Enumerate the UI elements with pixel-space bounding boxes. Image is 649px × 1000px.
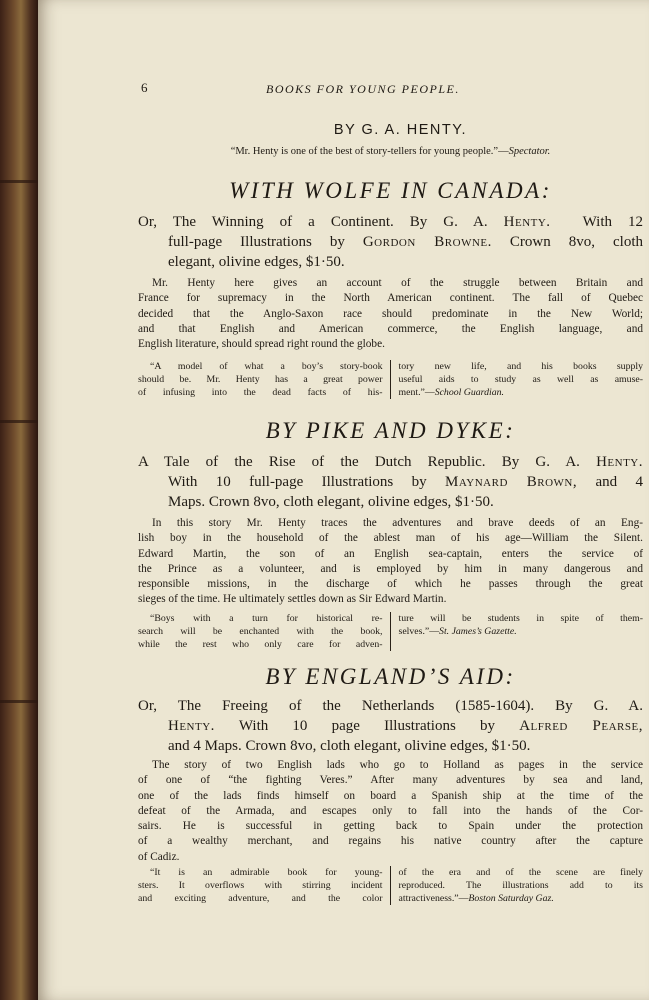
subtitle-text: Crown 8vo, cloth — [491, 234, 643, 250]
subtitle-text: Or, The Freeing of the Netherlands (1585-1604). By G. A. — [138, 698, 643, 714]
page-paper — [38, 0, 649, 1000]
review-right-column — [391, 612, 644, 651]
review-line: ture will be students in spite of them- — [398, 613, 643, 624]
review-line: sters. It overflows with stirring incident — [138, 880, 383, 891]
review-line: ment.”— — [398, 387, 435, 398]
subtitle-text: and 4 Maps. Crown 8vo, cloth elegant, olivine edges, $1·50. — [168, 738, 531, 754]
subtitle-text: With 10 page Illustrations by — [214, 718, 520, 734]
author-quote-source: Spectator. — [508, 146, 551, 157]
book-review-pike — [138, 612, 643, 651]
description-line: Mr. Henty here gives an account of the struggle between Britain and — [152, 277, 643, 289]
book-description-england — [138, 758, 643, 865]
review-left-column — [138, 612, 391, 651]
review-right-column — [391, 866, 644, 905]
subtitle-text: elegant, olivine edges, $1·50. — [168, 254, 345, 270]
illustrator-name: Gordon Browne. — [362, 234, 492, 250]
description-line: The story of two English lads who go to Holland as pages in the service — [152, 759, 643, 771]
book-spine — [0, 0, 38, 1000]
book-description-wolfe — [138, 276, 643, 352]
illustrator-name: Alfred Pearse, — [519, 718, 643, 734]
review-line: “Boys with a turn for historical re- — [150, 613, 383, 624]
subtitle-text: Or, The Winning of a Continent. By G. A. — [138, 214, 504, 230]
description-line: of a wealthy merchant, and regains his native country after the capture — [138, 835, 643, 848]
description-line: English literature, should spread right round the globe. — [138, 338, 385, 351]
description-line: defeat of the Armada, and escapes only to fall into the hands of the Cor- — [138, 804, 643, 817]
description-line: decided that the Anglo-Saxon race should predominate in the New World; — [138, 307, 643, 320]
page-number: 6 — [141, 80, 149, 95]
book-subtitle-pike — [138, 452, 643, 512]
description-line: of Cadiz. — [138, 850, 180, 863]
author-heading: BY G. A. HENTY. — [333, 122, 468, 138]
subtitle-text: Maps. Crown 8vo, cloth elegant, olivine edges, $1·50. — [168, 494, 494, 510]
book-description-pike — [138, 516, 643, 608]
description-line: and that English and American commerce, the English language, and — [138, 322, 643, 335]
review-source: St. James’s Gazette. — [439, 626, 517, 637]
review-line: of the era and of the scene are finely — [398, 867, 643, 878]
book-subtitle-wolfe — [138, 212, 643, 272]
review-line: should be. Mr. Henty has a great power — [138, 374, 383, 385]
subtitle-text: With 10 full-page Illustrations by — [168, 474, 445, 490]
author-name: Henty. — [503, 214, 551, 230]
subtitle-text: A Tale of the Rise of the Dutch Republic. By G. A. — [138, 454, 597, 470]
description-line: In this story Mr. Henty traces the adventures and brave deeds of an Eng- — [152, 517, 643, 529]
running-header — [138, 80, 643, 100]
review-left-column — [138, 360, 391, 399]
author-quote — [138, 146, 643, 157]
review-source: Boston Saturday Gaz. — [468, 893, 554, 904]
review-line: useful aids to study as well as amuse- — [398, 374, 643, 385]
subtitle-text: full-page Illustrations by — [168, 234, 363, 250]
review-line: “A model of what a boy’s story-book — [150, 361, 383, 372]
review-line: selves.”— — [398, 626, 440, 637]
review-line: of infusing into the dead facts of his- — [138, 387, 383, 398]
author-name: Henty. — [168, 718, 215, 734]
description-line: sieges of the time. He ultimately settles down as Sir Edward Martin. — [138, 593, 447, 606]
author-quote-text: “Mr. Henty is one of the best of story-tellers for young people.”— — [230, 146, 509, 157]
book-title-england: BY ENGLAND’S AID: — [265, 664, 516, 689]
subtitle-text: and 4 — [577, 474, 643, 490]
description-line: Edward Martin, the son of an English sea-captain, enters the service of — [138, 547, 643, 560]
description-line: sairs. He is successful in getting back to Spain under the protection — [138, 820, 643, 833]
review-line: tory new life, and his books supply — [398, 361, 643, 372]
review-left-column — [138, 866, 391, 905]
description-line: one of the lads finds himself on board a Spanish ship at the time of the — [138, 789, 643, 802]
review-source: School Guardian. — [434, 387, 504, 398]
review-line: search will be enchanted with the book, — [138, 626, 383, 637]
description-line: the Prince as a volunteer, and is employed by him in many dangerous and — [138, 562, 643, 575]
description-line: lish boy in the household of the ablest man of his age—William the Silent. — [138, 532, 643, 545]
illustrator-name: Maynard Brown, — [445, 474, 578, 490]
review-line: while the rest who only care for adven- — [138, 639, 383, 650]
review-line: and exciting adventure, and the color — [138, 893, 383, 904]
book-subtitle-england — [138, 696, 643, 756]
description-line: responsible missions, in the discharge of which he passes through the great — [138, 578, 643, 591]
author-name: Henty. — [596, 454, 643, 470]
review-right-column — [391, 360, 644, 399]
book-title-pike: BY PIKE AND DYKE: — [265, 418, 516, 443]
subtitle-text: With 12 — [582, 214, 643, 230]
description-line: France for supremacy in the North American continent. The fall of Quebec — [138, 292, 643, 305]
book-title-wolfe: WITH WOLFE IN CANADA: — [229, 178, 552, 203]
description-line: of one of “the fighting Veres.” After many adventures by sea and land, — [138, 774, 643, 787]
review-line: “It is an admirable book for young- — [150, 867, 383, 878]
review-line: reproduced. The illustrations add to its — [398, 880, 643, 891]
review-line: attractiveness.”— — [398, 893, 469, 904]
running-title: BOOKS FOR YOUNG PEOPLE. — [266, 82, 460, 96]
book-review-england — [138, 866, 643, 905]
book-review-wolfe — [138, 360, 643, 399]
